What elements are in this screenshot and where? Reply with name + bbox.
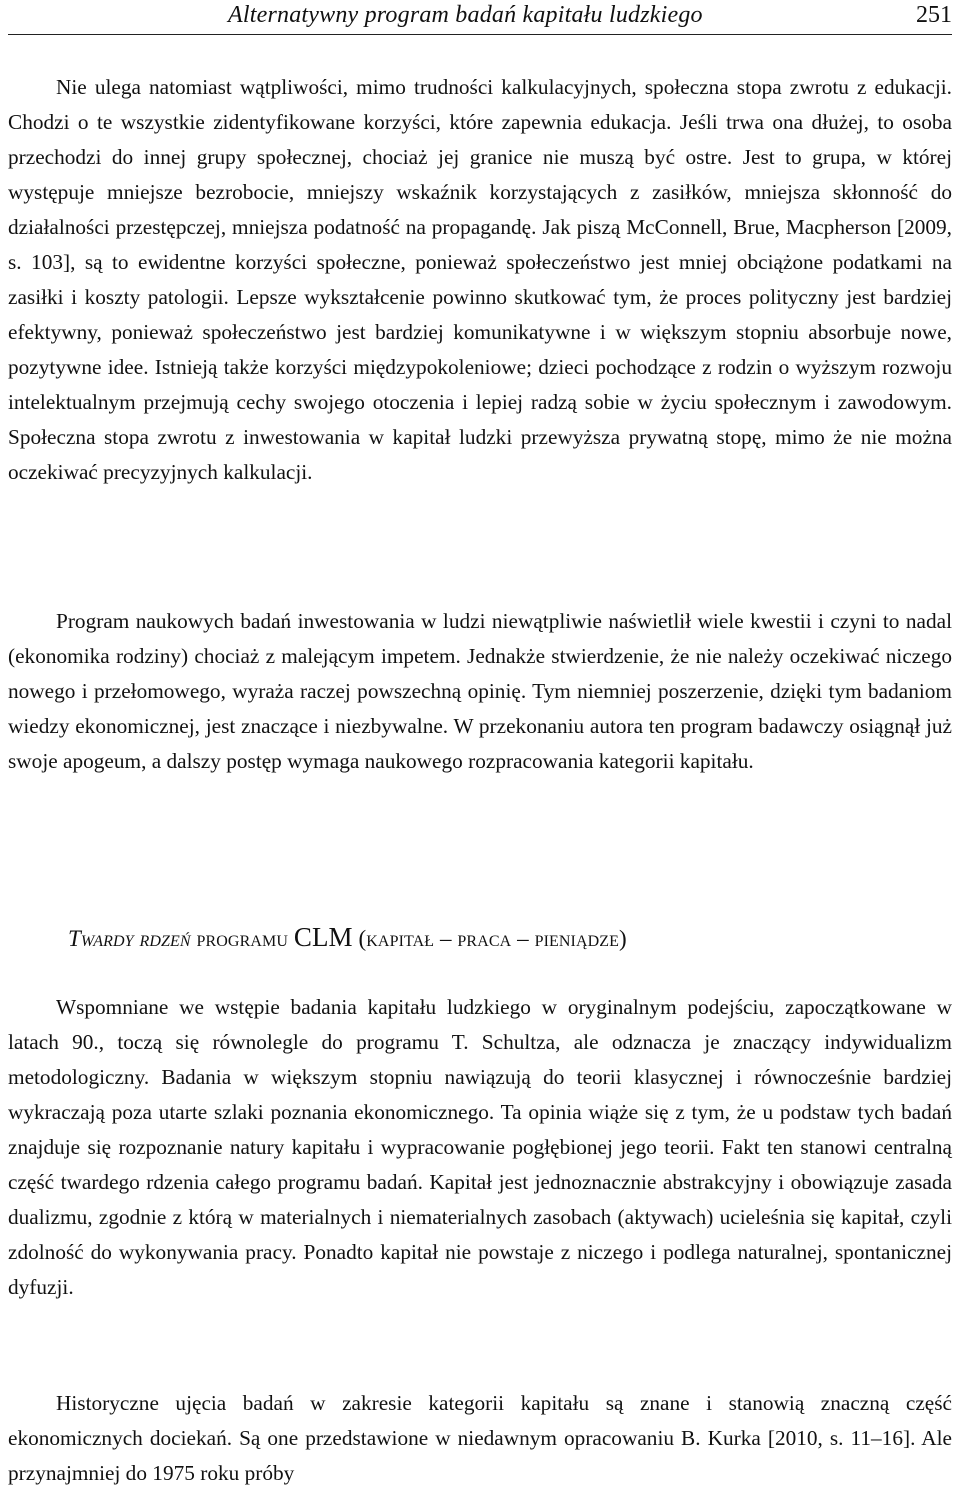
running-header-title: Alternatywny program badań kapitału ludzkiego bbox=[228, 2, 703, 28]
paragraph-research-program: Program naukowych badań inwestowania w ludzi niewątpliwie naświetlił wiele kwestii i czyni to nadal (ekonomika rodziny) chociaż z malejącym impetem. Jednakże stwierdzenie, że nie należy oczekiwać niczego nowego i przełomowego, wyraża raczej powszechną opinię. Tym niemniej poszerzenie, dzięki tym badaniom wiedzy ekonomicznej, jest znaczące i niezbywalne. W przekonaniu autora ten program badawczy osiągnął już swoje apogeum, a dalszy postęp wymaga naukowego rozpracowania kategorii kapitału. bbox=[8, 609, 952, 773]
section-heading-clm: CLM bbox=[293, 922, 353, 952]
paragraph-clm-core: Wspomniane we wstępie badania kapitału ludzkiego w oryginalnym podejściu, zapoczątkowane w latach 90., toczą się równolegle do programu T. Schultza, ale odznacza je znaczący indywidualizm metodologiczny. Badania w większym stopniu nawiązują do teorii klasycznej i równocześnie bardziej wykraczają poza utarte szlaki poznania ekonomicznego. Ta opinia wiąże się z tym, że u podstaw tych badań znajduje się rozpoznanie natury kapitału i wypracowanie pogłębionej jego teorii. Fakt ten stanowi centralną część twardego rdzenia całego programu badań. Kapitał jest jednoznacznie abstrakcyjny i obowiązuje zasada dualizmu, zgodnie z którą w materialnych i niematerialnych zasobach (aktywach) ucieleśnia się kapitał, czyli zdolność do wykonywania pracy. Ponadto kapitał nie powstaje z niczego i podlega naturalnej, spontanicznej dyfuzji. bbox=[8, 995, 952, 1299]
body-text-block-2 bbox=[8, 604, 952, 779]
section-heading-italic: Twardy rdzeń bbox=[68, 926, 191, 951]
section-heading-subtitle: (kapitał – praca – pieniądze) bbox=[358, 926, 627, 951]
section-heading-program: programu bbox=[196, 926, 288, 951]
section-heading bbox=[68, 922, 627, 953]
body-text-block-4 bbox=[8, 1386, 952, 1491]
body-text-block-1 bbox=[8, 70, 952, 490]
paragraph-social-return: Nie ulega natomiast wątpliwości, mimo trudności kalkulacyjnych, społeczna stopa zwrotu z edukacji. Chodzi o te wszystkie zidentyfikowane korzyści, które zapewnia edukacja. Jeśli trwa ona dłużej, to osoba przechodzi do innej grupy społecznej, chociaż jej granice nie muszą być ostre. Jest to grupa, w której występuje mniejsze bezrobocie, mniejszy wskaźnik korzystających z zasiłków, mniejsza skłonność do działalności przestępczej, mniejsza podatność na propagandę. Jak piszą McConnell, Brue, Macpherson [2009, s. 103], są to ewidentne korzyści społeczne, ponieważ społeczeństwo jest mniej obciążone podatkami na zasiłki i koszty patologii. Lepsze wykształcenie powinno skutkować tym, że proces polityczny jest bardziej efektywny, ponieważ społeczeństwo jest bardziej komunikatywne i w większym stopniu absorbuje nowe, pozytywne idee. Istnieją także korzyści międzypokoleniowe; dzieci pochodzące z rodzin o wyższym rozwoju intelektualnym przejmują cechy swojego otoczenia i lepiej radzą sobie w życiu społecznym i zawodowym. Społeczna stopa zwrotu z inwestowania w kapitał ludzki przewyższa prywatną stopę, mimo że nie można oczekiwać precyzyjnych kalkulacji. bbox=[8, 75, 952, 484]
body-text-block-3 bbox=[8, 990, 952, 1305]
paragraph-historical: Historyczne ujęcia badań w zakresie kategorii kapitału są znane i stanowią znaczną część ekonomicznych dociekań. Są one przedstawione w niedawnym opracowaniu B. Kurka [2010, s. 11–16]. Ale przynajmniej do 1975 roku próby bbox=[8, 1391, 952, 1485]
running-header bbox=[8, 0, 952, 35]
page-number: 251 bbox=[916, 2, 952, 28]
